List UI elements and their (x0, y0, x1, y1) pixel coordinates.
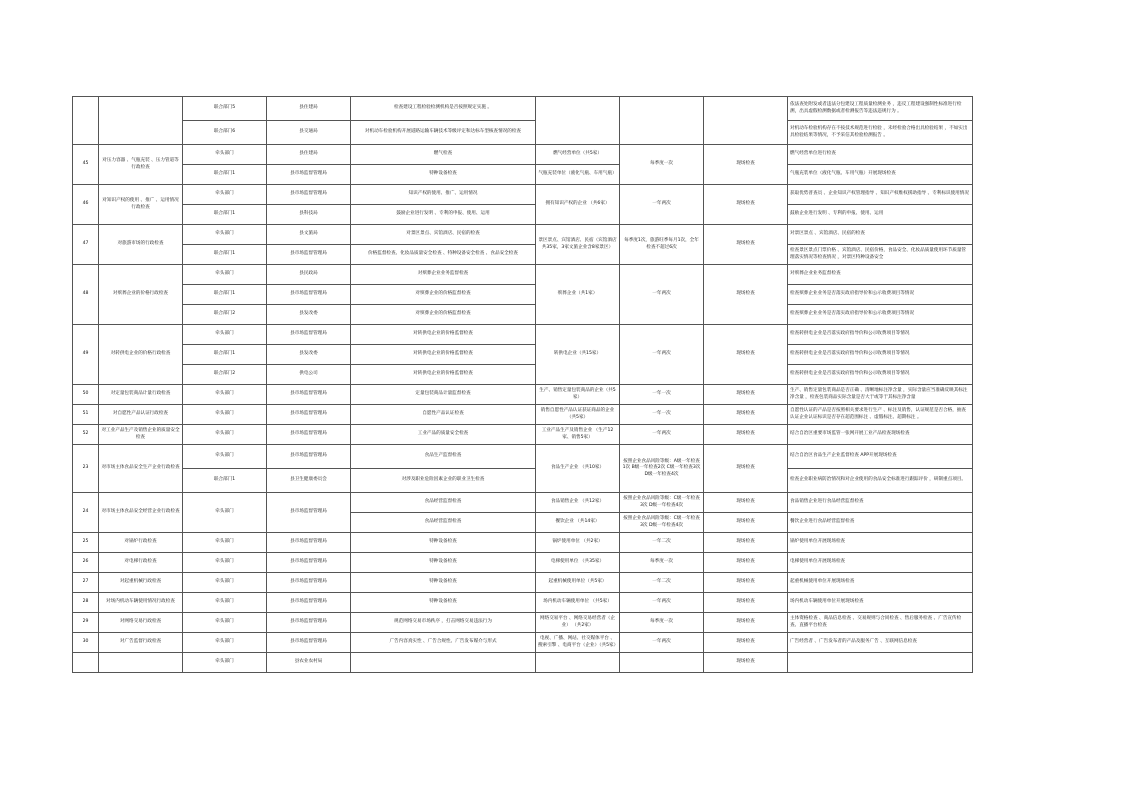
inspection-method: 现场检查 (704, 613, 788, 633)
inspection-content: 特种设备检查 (351, 573, 536, 593)
table-row (73, 533, 973, 553)
table-row (73, 145, 973, 165)
item-number: 45 (73, 145, 99, 185)
inspection-detail: 锅炉使用单位开展现场检查 (788, 533, 973, 553)
dept-name: 县市场监督管理局 (267, 573, 351, 593)
dept-role: 联合部门1 (183, 469, 267, 493)
inspection-target: 起重机械使用单位（共5家） (536, 573, 620, 593)
inspection-target: 锅炉使用单位 （共2家） (536, 533, 620, 553)
dept-role: 牵头部门 (183, 425, 267, 445)
table-row (73, 633, 973, 653)
inspection-detail: 检查转供电企业是否落实政府指导价和公示收费项目等情况 (788, 325, 973, 345)
inspection-method: 现场检查 (704, 593, 788, 613)
inspection-method (704, 97, 788, 145)
inspection-content: 对殡葬企业业务监督检查 (351, 265, 536, 285)
dept-role: 牵头部门 (183, 553, 267, 573)
inspection-detail: 自愿性认证的产品是否按照相关要求进行生产 、标注及销售，认证规范是否合格，抽查认证企业认证标识是否存在超范围标注 、虚假标注、超期标注 。 (788, 405, 973, 425)
inspection-target: 餐饮企业 （共14家） (536, 513, 620, 533)
inspection-detail: 检查殡葬企业业务是否落实政府指导价和公示收费项目等情况 (788, 305, 973, 325)
inspection-detail: 检查企业职业病防治情况和对企业使用的食品安全标准进行跟踪评价 ，研制重点项目。 (788, 469, 973, 493)
inspection-frequency: 每季度一次 (620, 613, 704, 633)
dept-name: 县市场监督管理局 (267, 385, 351, 405)
dept-name: 县科技局 (267, 205, 351, 225)
item-name: 对知识产权的使用 、推广 、运用情况行政检查 (99, 185, 183, 225)
table-row (73, 573, 973, 593)
item-name: 对锅炉行政检查 (99, 533, 183, 553)
inspection-target: 转供电企业（共15家） (536, 325, 620, 385)
inspection-target (536, 653, 620, 673)
inspection-detail: 生产、销售定量包装商品是否正确 、清晰地标注净含量 ，实际含量应当准确反映其标注净含量 ，检查包装商品实际含量是否大于或等于其标注净含量 (788, 385, 973, 405)
inspection-frequency: 每季度一次 (620, 553, 704, 573)
item-number: 27 (73, 573, 99, 593)
dept-name: 县市场监督管理局 (267, 325, 351, 345)
table-row (73, 553, 973, 573)
dept-name: 县市场监督管理局 (267, 285, 351, 305)
inspection-frequency: 按照企业食品风险等级：C级一年检查3次 D级一年检查4次 (620, 493, 704, 513)
table-row (73, 653, 973, 673)
item-number: 26 (73, 553, 99, 573)
item-name: 对定量包装商品计量行政检查 (99, 385, 183, 405)
inspection-detail: 结合自治区重要市场监管一张网开展工业产品检查现场检查 (788, 425, 973, 445)
inspection-frequency: 一年二次 (620, 533, 704, 553)
item-name: 对起重机械行政检查 (99, 573, 183, 593)
inspection-frequency (620, 653, 704, 673)
inspection-target (536, 97, 620, 145)
inspection-content: 规范网络交易市场秩序 ，打击网络交易违法行为 (351, 613, 536, 633)
inspection-content: 对转供电企业的价格监督检查 (351, 365, 536, 385)
item-number (73, 653, 99, 673)
table-row (73, 185, 973, 205)
inspection-detail: 结合自治区食品生产企业监督检查 APP开展现场检查 (788, 445, 973, 469)
inspection-detail: 场内机动车辆使用单位开展现场检查 (788, 593, 973, 613)
item-name: 对电梯行政检查 (99, 553, 183, 573)
dept-name: 县市场监督管理局 (267, 553, 351, 573)
dept-name: 县市场监督管理局 (267, 593, 351, 613)
inspection-frequency: 一年两次 (620, 593, 704, 613)
inspection-detail: 检查转供电企业是否落实政府指导价和公示收费项目等情况 (788, 345, 973, 365)
item-number: 29 (73, 613, 99, 633)
table-row (73, 593, 973, 613)
inspection-target: 销售自愿性产品认证获证商品的企业（共5家） (536, 405, 620, 425)
dept-role: 牵头部门 (183, 265, 267, 285)
inspection-content: 自愿性产品认证检查 (351, 405, 536, 425)
item-number: 50 (73, 385, 99, 405)
dept-name: 县市场监督管理局 (267, 185, 351, 205)
inspection-detail: 检查景区景点门票价格 、宾馆酒店、民宿价格，食品安全、化妆品质量使用环节质量管理落实情况等检查情况 ，对景区特种设备安全 (788, 245, 973, 265)
table-row (73, 121, 973, 145)
inspection-detail (788, 653, 973, 673)
inspection-content: 定量包装商品计量监督检查 (351, 385, 536, 405)
dept-role: 联合部门1 (183, 205, 267, 225)
inspection-detail: 获取优势普查员 、企业知识产权管理指导 、知识产权维权援助指导 、专利标识使用情况 (788, 185, 973, 205)
inspection-frequency: 每季度1次，旅游旺季每月1次，全年检查不超过6次 (620, 225, 704, 265)
item-name: 对压力容器 、气瓶充装 、压力管道等行政检查 (99, 145, 183, 185)
dept-name: 县发改委 (267, 305, 351, 325)
inspection-plan-table (72, 96, 973, 673)
inspection-method: 现场检查 (704, 633, 788, 653)
dept-role: 联合部门6 (183, 121, 267, 145)
inspection-content: 检查建设工程检验检测机构是否按照规定实施 。 (351, 97, 536, 121)
dept-name: 县交通局 (267, 121, 351, 145)
dept-name: 县市场监督管理局 (267, 405, 351, 425)
inspection-content: 广告内容真实性 、广告合规性、广告发布媒介与形式 (351, 633, 536, 653)
dept-name: 县住建局 (267, 97, 351, 121)
dept-name: 供电公司 (267, 365, 351, 385)
inspection-frequency: 一年两次 (620, 265, 704, 325)
inspection-frequency: 每季度一次 (620, 145, 704, 185)
dept-role: 牵头部门 (183, 533, 267, 553)
item-name (99, 97, 183, 145)
item-number: 48 (73, 265, 99, 325)
dept-name: 县住建局 (267, 145, 351, 165)
inspection-target: 电梯使用单位 （共35家） (536, 553, 620, 573)
table-row (73, 365, 973, 385)
table-row (73, 245, 973, 265)
inspection-content: 对景区景点、宾馆酒店、民宿的检查 (351, 225, 536, 245)
table-row (73, 425, 973, 445)
item-name (99, 653, 183, 673)
dept-name: 县卫生健康委员会 (267, 469, 351, 493)
inspection-method: 现场检查 (704, 425, 788, 445)
table-row (73, 325, 973, 345)
inspection-detail: 主体资格检查 、商品信息检查 、交易规则与合同检查 、售后服务检查 、广告宣传检查、直播平台检查 (788, 613, 973, 633)
dept-role: 牵头部门 (183, 405, 267, 425)
inspection-content: 食品经营监督检查 (351, 513, 536, 533)
dept-name: 县市场监督管理局 (267, 613, 351, 633)
dept-role: 联合部门2 (183, 305, 267, 325)
dept-role: 牵头部门 (183, 145, 267, 165)
inspection-content: 对殡葬企业的价格监督检查 (351, 305, 536, 325)
item-number (73, 97, 99, 145)
inspection-content: 特种设备检查 (351, 553, 536, 573)
dept-role: 联合部门1 (183, 245, 267, 265)
table-row (73, 285, 973, 305)
item-number: 30 (73, 633, 99, 653)
inspection-content: 对转供电企业的价格监督检查 (351, 325, 536, 345)
inspection-detail: 鼓励企业进行发明 、专利的申报、使用、运用 (788, 205, 973, 225)
inspection-frequency: 一年两次 (620, 425, 704, 445)
inspection-detail: 对机动车检验机构存在不按技术规范进行检验 ，未经检验合格出具检验结果 ，不如实出具检验结果等情况，不予采信其检验检测报告 。 (788, 121, 973, 145)
inspection-content: 对转供电企业的价格监督检查 (351, 345, 536, 365)
inspection-target: 工业产品生产及销售企业 （生产12家、销售5家） (536, 425, 620, 445)
inspection-detail: 依法查处附发或者违法分包建设工程质量检测业务 ，违反工程建设强制性标准进行检测，出具虚假检测数据或者检测报告等违法违规行为 。 (788, 97, 973, 121)
dept-role: 联合部门1 (183, 285, 267, 305)
item-name: 对广告监督行政检查 (99, 633, 183, 653)
dept-name: 县市场监督管理局 (267, 633, 351, 653)
dept-name: 县文旅局 (267, 225, 351, 245)
inspection-content: 特种设备检查 (351, 533, 536, 553)
inspection-target: 拥有知识产权的企业 （共6家） (536, 185, 620, 225)
inspection-content: 特种设备检查 (351, 165, 536, 185)
inspection-detail: 对景区景点 、宾馆酒店、民宿的检查 (788, 225, 973, 245)
inspection-detail: 气瓶充装单位（液化气瓶、车用气瓶）开展现场检查 (788, 165, 973, 185)
dept-role: 联合部门1 (183, 165, 267, 185)
inspection-target: 殡葬企业（共1家） (536, 265, 620, 325)
inspection-method: 现场检查 (704, 445, 788, 493)
inspection-content: 工业产品的质量安全检查 (351, 425, 536, 445)
item-name: 对市场主体食品安全生产企业行政检查 (99, 445, 183, 493)
inspection-content: 对涉及职业危险因素企业的职业卫生检查 (351, 469, 536, 493)
inspection-method: 现场检查 (704, 553, 788, 573)
dept-role: 牵头部门 (183, 445, 267, 469)
inspection-detail: 检查殡葬企业业务是否落实政府指导价和公示收费项目等情况 (788, 285, 973, 305)
item-number: 28 (73, 593, 99, 613)
dept-role: 牵头部门 (183, 653, 267, 673)
inspection-method: 现场检查 (704, 385, 788, 405)
inspection-target: 生产、销售定量包装商品的企业（共5家） (536, 385, 620, 405)
inspection-target: 食品生产企业 （共10家） (536, 445, 620, 493)
item-name: 对转供电企业的价格行政检查 (99, 325, 183, 385)
dept-name: 县民政局 (267, 265, 351, 285)
table-row (73, 613, 973, 633)
dept-role: 联合部门2 (183, 365, 267, 385)
inspection-content: 鼓励企业进行发明 、专利的申报、使用、运用 (351, 205, 536, 225)
inspection-detail: 食品销售企业进行食品经营监督检查 (788, 493, 973, 513)
item-name: 对旅游市场的行政检查 (99, 225, 183, 265)
inspection-content: 特种设备检查 (351, 593, 536, 613)
inspection-detail: 电梯使用单位开展现场检查 (788, 553, 973, 573)
inspection-method: 现场检查 (704, 225, 788, 265)
inspection-method: 现场检查 (704, 653, 788, 673)
inspection-frequency: 按照企业食品风险等级：A级一年检查1次 B级一年检查2次 C级一年检查3次 D级一年检查4次 (620, 445, 704, 493)
dept-role: 牵头部门 (183, 593, 267, 613)
inspection-target: 气瓶充装单位（液化气瓶、车用气瓶） (536, 165, 620, 185)
inspection-content (351, 653, 536, 673)
item-number: 23 (73, 445, 99, 493)
item-name: 对自愿性产品认证行政检查 (99, 405, 183, 425)
table-row (73, 405, 973, 425)
item-number: 46 (73, 185, 99, 225)
inspection-frequency: 一年两次 (620, 185, 704, 225)
item-number: 52 (73, 425, 99, 445)
table-row (73, 469, 973, 493)
inspection-detail: 餐饮企业进行食品经营监督检查 (788, 513, 973, 533)
inspection-content: 知识产权的使用、推广、运用情况 (351, 185, 536, 205)
item-number: 25 (73, 533, 99, 553)
item-number: 49 (73, 325, 99, 385)
inspection-content: 食品生产监督检查 (351, 445, 536, 469)
inspection-content: 对殡葬企业的价格监督检查 (351, 285, 536, 305)
inspection-target: 景区景点、宾馆酒店、民宿（宾馆酒店共35家，3家文旅企业含8家景区） (536, 225, 620, 265)
inspection-method: 现场检查 (704, 513, 788, 533)
item-name: 对网络交易行政检查 (99, 613, 183, 633)
inspection-method: 现场检查 (704, 325, 788, 385)
inspection-target: 电视、广播、网站、社交媒体平台 、搜索引擎 、电商平台（企业）（共5家） (536, 633, 620, 653)
inspection-frequency: 一年一次 (620, 405, 704, 425)
dept-role: 牵头部门 (183, 613, 267, 633)
table-row (73, 265, 973, 285)
inspection-target: 食品销售企业 （共12家） (536, 493, 620, 513)
dept-name: 县市场监督管理局 (267, 165, 351, 185)
inspection-method: 现场检查 (704, 185, 788, 225)
inspection-target: 场内机动车辆使用单位 （共5家） (536, 593, 620, 613)
inspection-content: 食品经营监督检查 (351, 493, 536, 513)
inspection-content: 燃气检查 (351, 145, 536, 165)
inspection-frequency: 一年二次 (620, 573, 704, 593)
dept-role: 牵头部门 (183, 633, 267, 653)
inspection-frequency: 一年两次 (620, 633, 704, 653)
item-number: 47 (73, 225, 99, 265)
dept-role: 牵头部门 (183, 493, 267, 533)
dept-name: 县发改委 (267, 345, 351, 365)
table-row (73, 305, 973, 325)
inspection-method: 现场检查 (704, 533, 788, 553)
table-row (73, 493, 973, 513)
inspection-method: 现场检查 (704, 493, 788, 513)
table-row (73, 205, 973, 225)
dept-role: 牵头部门 (183, 573, 267, 593)
inspection-frequency: 一年两次 (620, 325, 704, 385)
inspection-method: 现场检查 (704, 145, 788, 185)
inspection-detail: 燃气经营单位进行检查 (788, 145, 973, 165)
inspection-frequency: 一年一次 (620, 385, 704, 405)
dept-role: 牵头部门 (183, 325, 267, 345)
table-row (73, 445, 973, 469)
table-row (73, 345, 973, 365)
item-name: 对殡葬企业的价格行政检查 (99, 265, 183, 325)
dept-name: 县市场监督管理局 (267, 425, 351, 445)
dept-name: 县市场监督管理局 (267, 533, 351, 553)
dept-name: 县市场监督管理局 (267, 493, 351, 533)
inspection-detail: 起重机械使用单位开展现场检查 (788, 573, 973, 593)
inspection-method: 现场检查 (704, 405, 788, 425)
dept-name: 县农业农村局 (267, 653, 351, 673)
dept-role: 联合部门5 (183, 97, 267, 121)
item-number: 24 (73, 493, 99, 533)
item-name: 对场内机动车辆使用情况行政检查 (99, 593, 183, 613)
inspection-content: 对机动车检验机构开展道路运输车辆技术等级评定和达标车型核查情况的检查 (351, 121, 536, 145)
inspection-detail: 广告经营者 、广告发布者的产品及服务广告 、互联网信息检查 (788, 633, 973, 653)
inspection-content: 价格监督检查、化妆品质量安全检查 、特种设备安全检查 、食品安全检查 (351, 245, 536, 265)
inspection-method: 现场检查 (704, 573, 788, 593)
inspection-method: 现场检查 (704, 265, 788, 325)
item-name: 对工业产品生产及销售企业的质量安全检查 (99, 425, 183, 445)
inspection-target: 燃气经营单位（共5家） (536, 145, 620, 165)
inspection-target: 网络交易平台 、网络交易经营者（企业） （共2家） (536, 613, 620, 633)
table-row (73, 385, 973, 405)
dept-role: 牵头部门 (183, 225, 267, 245)
table-row (73, 165, 973, 185)
table-row (73, 225, 973, 245)
item-number: 51 (73, 405, 99, 425)
dept-role: 联合部门1 (183, 345, 267, 365)
dept-role: 牵头部门 (183, 185, 267, 205)
inspection-detail: 对殡葬企业业务监督检查 (788, 265, 973, 285)
dept-name: 县市场监督管理局 (267, 245, 351, 265)
inspection-frequency (620, 97, 704, 145)
dept-name: 县市场监督管理局 (267, 445, 351, 469)
inspection-detail: 检查转供电企业是否落实政府指导价和公示收费项目等情况 (788, 365, 973, 385)
table-row (73, 97, 973, 121)
inspection-frequency: 按照企业食品风险等级：C级一年检查3次 D级一年检查4次 (620, 513, 704, 533)
dept-role: 牵头部门 (183, 385, 267, 405)
item-name: 对市场主体食品安全经营企业行政检查 (99, 493, 183, 533)
